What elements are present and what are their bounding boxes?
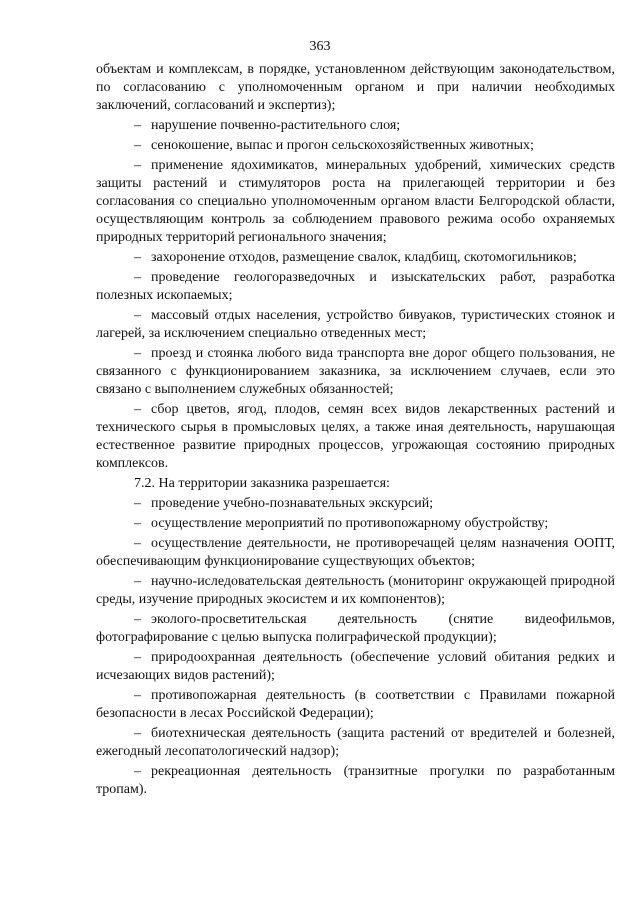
- list-item-text: сенокошение, выпас и прогон сельскохозяйственных животных;: [151, 138, 534, 153]
- list-item: [96, 117, 615, 135]
- dash-marker: –: [134, 138, 141, 153]
- list-item-text: рекреационная деятельность (транзитные прогулки по разработанным тропам).: [96, 764, 615, 797]
- list-item-text: проведение учебно-познавательных экскурсий;: [151, 496, 434, 511]
- dash-marker: –: [134, 726, 141, 741]
- list-item-text: биотехническая деятельность (защита растений от вредителей и болезней, ежегодный лесопатологический надзор);: [96, 726, 615, 759]
- list-item-text: осуществление деятельности, не противоречащей целям назначения ООПТ, обеспечивающим функционирование существующих объектов;: [96, 536, 615, 569]
- dash-marker: –: [134, 402, 141, 417]
- list-item: [96, 573, 615, 609]
- list-item-text: эколого-просветительская деятельность (снятие видеофильмов, фотографирование с целью выпуска полиграфической продукции);: [96, 612, 615, 645]
- list-item-text: захоронение отходов, размещение свалок, кладбищ, скотомогильников;: [151, 250, 577, 265]
- list-item: [96, 763, 615, 799]
- list-item: [96, 249, 615, 267]
- document-body: [96, 61, 615, 801]
- dash-marker: –: [134, 612, 141, 627]
- list-item: [96, 307, 615, 343]
- list-item: [96, 535, 615, 571]
- dash-marker: –: [134, 270, 141, 285]
- dash-marker: –: [134, 688, 141, 703]
- list-item-text: научно-иследовательская деятельность (мониторинг окружающей природной среды, изучение природных экосистем и их компонентов);: [96, 574, 615, 607]
- dash-marker: –: [134, 308, 141, 323]
- list-item: [96, 157, 615, 247]
- prohibited-list: [96, 117, 615, 473]
- list-item-text: сбор цветов, ягод, плодов, семян всех видов лекарственных растений и технического сырья в промысловых целях, а также иная деятельность, нарушающая естественное развитие природных процессов, угрожающая состоянию природных комплексов.: [96, 402, 615, 471]
- list-item: [96, 649, 615, 685]
- dash-marker: –: [134, 536, 141, 551]
- list-item: [96, 269, 615, 305]
- list-item: [96, 345, 615, 399]
- list-item-text: природоохранная деятельность (обеспечение условий обитания редких и исчезающих видов растений);: [96, 650, 615, 683]
- dash-marker: –: [134, 574, 141, 589]
- dash-marker: –: [134, 346, 141, 361]
- dash-marker: –: [134, 516, 141, 531]
- list-item-text: массовый отдых населения, устройство бивуаков, туристических стоянок и лагерей, за исключением специально отведенных мест;: [96, 308, 615, 341]
- list-item: [96, 495, 615, 513]
- list-item-text: применение ядохимикатов, минеральных удобрений, химических средств защиты растений и стимуляторов роста на прилегающей территории и без согласования со специально уполномоченным органом власти Белгородской области, осуществляющим контроль за соблюдением правового режима особо охраняемых природных территорий регионального значения;: [96, 158, 615, 245]
- list-item-text: проведение геологоразведочных и изыскательских работ, разработка полезных ископаемых;: [96, 270, 615, 303]
- list-item: [96, 515, 615, 533]
- dash-marker: –: [134, 250, 141, 265]
- page-number: 363: [309, 39, 331, 54]
- list-item-text: осуществление мероприятий по противопожарному обустройству;: [151, 516, 549, 531]
- list-item-text: проезд и стоянка любого вида транспорта вне дорог общего пользования, не связанного с функционированием заказника, за исключением случаев, если это связано с выполнением служебных обязанностей;: [96, 346, 615, 397]
- dash-marker: –: [134, 650, 141, 665]
- dash-marker: –: [134, 764, 141, 779]
- list-item: [96, 611, 615, 647]
- list-item: [96, 401, 615, 473]
- dash-marker: –: [134, 496, 141, 511]
- list-item: [96, 725, 615, 761]
- list-item-text: нарушение почвенно-растительного слоя;: [151, 118, 401, 133]
- dash-marker: –: [134, 118, 141, 133]
- list-item-text: противопожарная деятельность (в соответствии с Правилами пожарной безопасности в лесах Российской Федерации);: [96, 688, 615, 721]
- allowed-list: [96, 495, 615, 799]
- intro-paragraph: объектам и комплексам, в порядке, установленном действующим законодательством, по согласованию с уполномоченным органом и при наличии необходимых заключений, согласований и экспертиз);: [96, 62, 615, 113]
- list-item: [96, 137, 615, 155]
- dash-marker: –: [134, 158, 141, 173]
- list-item: [96, 687, 615, 723]
- section-heading: 7.2. На территории заказника разрешается:: [134, 476, 390, 491]
